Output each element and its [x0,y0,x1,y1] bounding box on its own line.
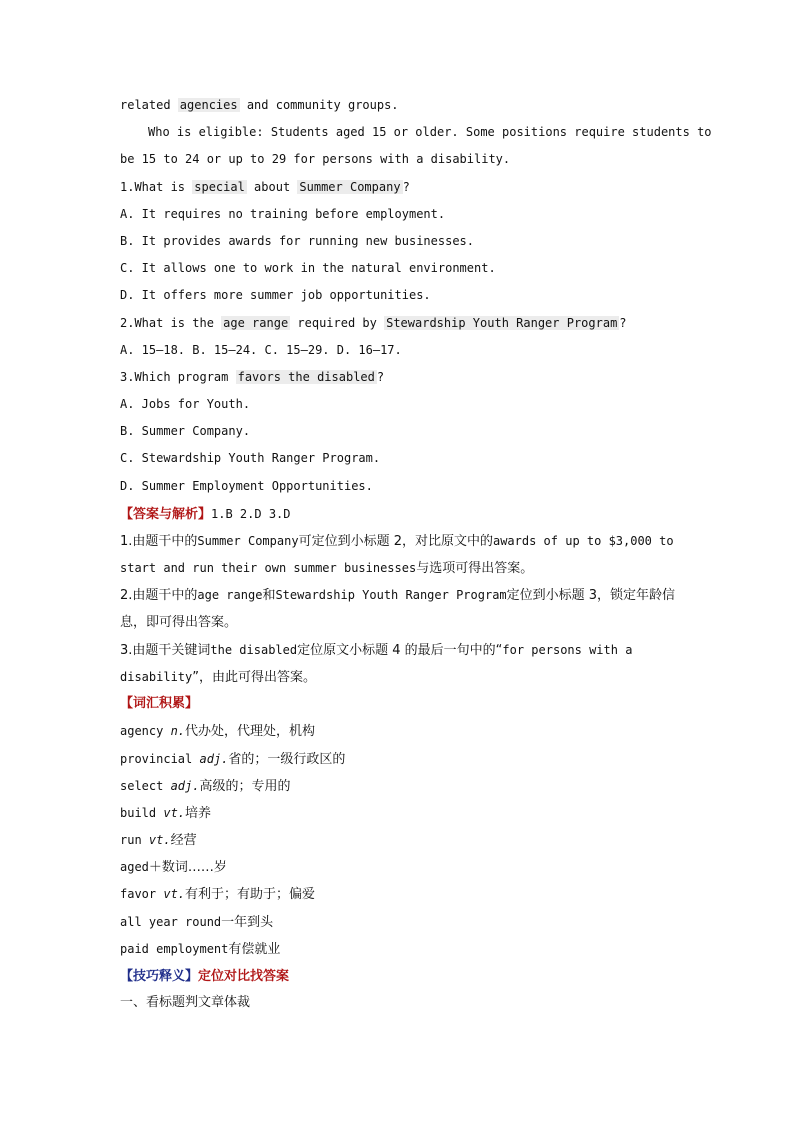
vocab-header: 【词汇积累】 [120,696,199,712]
option-b: B. Summer Company. [120,424,251,439]
highlighted-term: favors the disabled [237,369,375,384]
highlighted-term: special [194,179,245,194]
skill-header: 【技巧释义】 [120,969,199,984]
question-3-stem: 3.Which program favors the disabled ? [120,369,385,384]
passage-line: be 15 to 24 or up to 29 for persons with a disability. [120,152,511,167]
highlighted-term: Summer Company [299,179,401,194]
highlighted-term: agencies [179,98,238,112]
explanation-3-line-1: 3.由题干关键词the disabled定位原文小标题 4 的最后一句中的“for persons with a [120,642,633,658]
option-c: C. It allows one to work in the natural environment. [120,261,496,276]
explanation-2-line-1: 2.由题干中的age range和Stewardship Youth Ranger Program定位到小标题 3，锁定年龄信 [120,588,676,604]
passage-line: related agencies and community groups. [120,98,399,112]
vocab-item: favor vt.有利于；有助于；偏爱 [120,887,316,903]
answer-keys: 1.B 2.D 3.D [211,506,291,521]
option-d: D. It offers more summer job opportunities. [120,288,431,303]
option-a: A. Jobs for Youth. [120,397,251,412]
question-1-stem: 1.What is special about Summer Company ? [120,179,410,194]
skill-subheading: 一、看标题判文章体裁 [120,995,251,1011]
vocab-item: paid employment有偿就业 [120,941,281,957]
option-b: B. It provides awards for running new businesses. [120,233,475,248]
answer-header: 【答案与解析】 [120,506,212,522]
answer-header-line [120,500,680,527]
highlighted-term: age range [223,315,289,330]
document-page [120,92,712,1016]
vocab-item: all year round一年到头 [120,914,274,930]
explanation-2-line-2: 息，即可得出答案。 [120,614,238,630]
passage-line: Who is eligible: Students aged 15 or older. Some positions require students to [148,125,712,140]
question-2-stem: 2.What is the age range required by Stewardship Youth Ranger Program ? [120,315,627,330]
vocab-item: provincial adj.省的；一级行政区的 [120,751,346,767]
vocab-item: aged＋数词……岁 [120,860,227,876]
question-2-options: A. 15—18. B. 15—24. C. 15—29. D. 16—17. [120,342,402,357]
vocab-item: run vt.经营 [120,833,197,849]
highlighted-term: Stewardship Youth Ranger Program [386,315,618,330]
vocab-item: agency n.代办处，代理处，机构 [120,724,316,740]
option-c: C. Stewardship Youth Ranger Program. [120,451,381,466]
explanation-3-line-2: disability”，由此可得出答案。 [120,669,316,685]
skill-title: 定位对比找答案 [198,969,290,984]
explanation-1-line-2: start and run their own summer businesses与选项可得出答案。 [120,561,534,577]
option-a: A. It requires no training before employment. [120,206,446,221]
option-d: D. Summer Employment Opportunities. [120,478,373,493]
vocab-item: select adj.高级的；专用的 [120,778,291,794]
vocab-item: build vt.培养 [120,805,212,821]
explanation-1-line-1: 1.由题干中的Summer Company可定位到小标题 2，对比原文中的awards of up to $3,000 to [120,534,674,549]
skill-header-line [120,962,680,989]
